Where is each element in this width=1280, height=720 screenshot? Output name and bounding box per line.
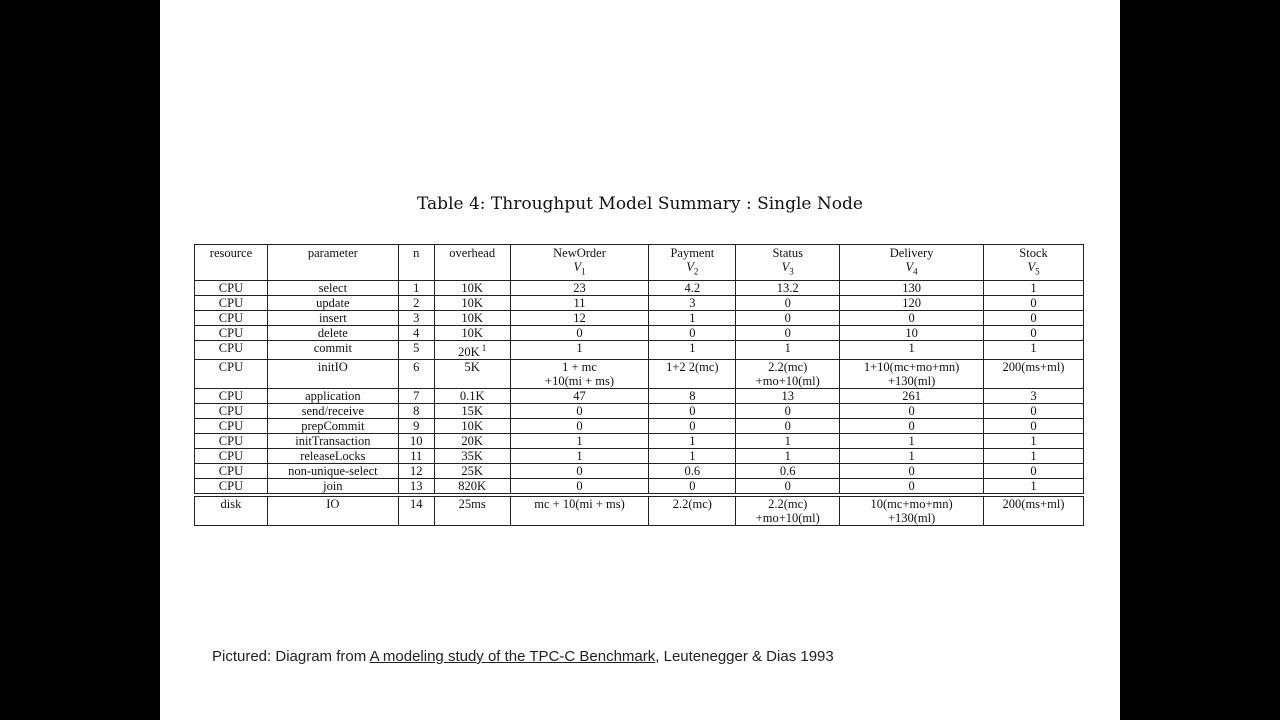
- header-col: Status $V_3$: [736, 245, 840, 281]
- cell-resource: CPU: [195, 388, 268, 403]
- table-row: [195, 310, 1084, 325]
- cell-value: 1: [984, 340, 1084, 359]
- cell-n: 9: [398, 418, 434, 433]
- cell-overhead: 0.1K: [434, 388, 510, 403]
- cell-value: 0: [510, 463, 649, 478]
- cell-overhead: 25K: [434, 463, 510, 478]
- cell-value: 1+2 2(mc): [649, 359, 736, 388]
- cell-resource: CPU: [195, 280, 268, 295]
- cell-resource: CPU: [195, 295, 268, 310]
- cell-value: 0: [649, 403, 736, 418]
- cell-n: 4: [398, 325, 434, 340]
- cell-value: 0: [984, 463, 1084, 478]
- cell-resource: CPU: [195, 418, 268, 433]
- table-row: [195, 403, 1084, 418]
- cell-parameter: non-unique-select: [267, 463, 398, 478]
- table-row: [195, 463, 1084, 478]
- cell-overhead: 25ms: [434, 496, 510, 525]
- cell-value: 1: [984, 280, 1084, 295]
- cell-overhead: 10K: [434, 295, 510, 310]
- table-row: [195, 295, 1084, 310]
- table-title: Table 4: Throughput Model Summary : Single Node: [417, 194, 863, 214]
- cell-parameter: insert: [267, 310, 398, 325]
- cell-overhead: 10K: [434, 310, 510, 325]
- cell-resource: CPU: [195, 433, 268, 448]
- cell-n: 5: [398, 340, 434, 359]
- table-row: [195, 478, 1084, 493]
- cell-value: 4.2: [649, 280, 736, 295]
- cell-value: 1: [840, 340, 984, 359]
- cell-value: 0: [736, 310, 840, 325]
- cell-resource: disk: [195, 496, 268, 525]
- cell-n: 10: [398, 433, 434, 448]
- cell-value: 0: [840, 418, 984, 433]
- cell-parameter: update: [267, 295, 398, 310]
- cell-value: 2.2(mc) +mo+10(ml): [736, 359, 840, 388]
- cell-value: 13.2: [736, 280, 840, 295]
- cell-value: 1: [649, 340, 736, 359]
- cell-overhead: 820K: [434, 478, 510, 493]
- cell-value: 1: [840, 448, 984, 463]
- cell-value: 0: [736, 403, 840, 418]
- cell-value: 0: [840, 463, 984, 478]
- cell-value: 1: [649, 310, 736, 325]
- header-col: Stock $V_5$: [984, 245, 1084, 281]
- cell-n: 6: [398, 359, 434, 388]
- header-overhead: overhead: [434, 245, 510, 281]
- caption-prefix: Pictured: Diagram from: [212, 648, 370, 665]
- cell-overhead: 10K: [434, 280, 510, 295]
- cell-value: 1: [649, 448, 736, 463]
- cell-value: 1: [510, 433, 649, 448]
- cell-parameter: send/receive: [267, 403, 398, 418]
- cell-value: 130: [840, 280, 984, 295]
- cell-parameter: commit: [267, 340, 398, 359]
- cell-value: 47: [510, 388, 649, 403]
- table-row: [195, 448, 1084, 463]
- cell-value: 1 + mc +10(mi + ms): [510, 359, 649, 388]
- table-row: [195, 280, 1084, 295]
- table-row: [195, 388, 1084, 403]
- cell-value: 0: [736, 295, 840, 310]
- cell-n: 14: [398, 496, 434, 525]
- cell-parameter: application: [267, 388, 398, 403]
- cell-parameter: select: [267, 280, 398, 295]
- paper-link[interactable]: A modeling study of the TPC-C Benchmark: [369, 648, 656, 665]
- header-col: Delivery $V_4$: [840, 245, 984, 281]
- cell-overhead: 5K: [434, 359, 510, 388]
- cell-value: 1: [984, 448, 1084, 463]
- cell-value: 3: [984, 388, 1084, 403]
- cell-overhead: 10K: [434, 325, 510, 340]
- cell-value: 0: [984, 403, 1084, 418]
- header-col: Payment $V_2$: [649, 245, 736, 281]
- cell-value: 0: [736, 325, 840, 340]
- cell-resource: CPU: [195, 340, 268, 359]
- cell-resource: CPU: [195, 463, 268, 478]
- cell-value: 0: [736, 418, 840, 433]
- cell-resource: CPU: [195, 310, 268, 325]
- cell-value: 200(ms+ml): [984, 496, 1084, 525]
- cell-resource: CPU: [195, 325, 268, 340]
- cell-overhead: 10K: [434, 418, 510, 433]
- cell-value: 13: [736, 388, 840, 403]
- cell-n: 13: [398, 478, 434, 493]
- cell-value: 0.6: [649, 463, 736, 478]
- throughput-table: [194, 244, 1084, 526]
- cell-resource: CPU: [195, 359, 268, 388]
- cell-value: 2.2(mc) +mo+10(ml): [736, 496, 840, 525]
- cell-value: 0: [984, 418, 1084, 433]
- table-row: [195, 359, 1084, 388]
- cell-resource: CPU: [195, 403, 268, 418]
- cell-n: 11: [398, 448, 434, 463]
- cell-value: 1: [984, 478, 1084, 493]
- cell-value: 1: [736, 340, 840, 359]
- cell-value: 0: [510, 478, 649, 493]
- cell-value: 0: [649, 418, 736, 433]
- cell-n: 1: [398, 280, 434, 295]
- cell-resource: CPU: [195, 478, 268, 493]
- cell-overhead: 15K: [434, 403, 510, 418]
- cell-overhead: 20K $^1$: [434, 340, 510, 359]
- cell-value: 0: [984, 310, 1084, 325]
- cell-value: 8: [649, 388, 736, 403]
- cell-n: 2: [398, 295, 434, 310]
- cell-parameter: delete: [267, 325, 398, 340]
- cell-value: 2.2(mc): [649, 496, 736, 525]
- table-row: [195, 418, 1084, 433]
- table-row: [195, 433, 1084, 448]
- cell-value: 12: [510, 310, 649, 325]
- cell-value: 1: [649, 433, 736, 448]
- header-n: n: [398, 245, 434, 281]
- cell-value: 1: [840, 433, 984, 448]
- cell-value: 0: [510, 403, 649, 418]
- header-parameter: parameter: [267, 245, 398, 281]
- table-header-row: [195, 245, 1084, 281]
- cell-value: 0: [840, 478, 984, 493]
- caption: [212, 648, 834, 665]
- header-resource: resource: [195, 245, 268, 281]
- cell-value: 1: [736, 433, 840, 448]
- table-row: [195, 496, 1084, 525]
- cell-parameter: initTransaction: [267, 433, 398, 448]
- cell-value: 0.6: [736, 463, 840, 478]
- cell-value: 0: [984, 295, 1084, 310]
- table-row: [195, 340, 1084, 359]
- cell-n: 3: [398, 310, 434, 325]
- cell-parameter: join: [267, 478, 398, 493]
- caption-suffix: , Leutenegger & Dias 1993: [655, 648, 834, 665]
- cell-value: 0: [840, 310, 984, 325]
- footnote-marker: 1: [481, 342, 487, 353]
- cell-value: 11: [510, 295, 649, 310]
- cell-n: 12: [398, 463, 434, 478]
- cell-value: 0: [510, 418, 649, 433]
- cell-value: 1: [510, 340, 649, 359]
- cell-overhead: 20K: [434, 433, 510, 448]
- cell-value: 200(ms+ml): [984, 359, 1084, 388]
- cell-n: 8: [398, 403, 434, 418]
- cell-value: 10(mc+mo+mn) +130(ml): [840, 496, 984, 525]
- cell-value: 1: [510, 448, 649, 463]
- cell-parameter: initIO: [267, 359, 398, 388]
- cell-value: 0: [649, 325, 736, 340]
- cell-value: 10: [840, 325, 984, 340]
- cell-value: 261: [840, 388, 984, 403]
- cell-n: 7: [398, 388, 434, 403]
- table-row: [195, 325, 1084, 340]
- cell-value: 0: [649, 478, 736, 493]
- cell-parameter: releaseLocks: [267, 448, 398, 463]
- cell-value: 1: [984, 433, 1084, 448]
- cell-value: 1+10(mc+mo+mn) +130(ml): [840, 359, 984, 388]
- cell-value: 120: [840, 295, 984, 310]
- cell-value: 0: [984, 325, 1084, 340]
- cell-value: mc + 10(mi + ms): [510, 496, 649, 525]
- cell-parameter: IO: [267, 496, 398, 525]
- cell-overhead: 35K: [434, 448, 510, 463]
- cell-value: 0: [840, 403, 984, 418]
- cell-value: 1: [736, 448, 840, 463]
- cell-parameter: prepCommit: [267, 418, 398, 433]
- slide: [160, 0, 1120, 720]
- cell-value: 3: [649, 295, 736, 310]
- cell-value: 0: [510, 325, 649, 340]
- header-col: NewOrder $V_1$: [510, 245, 649, 281]
- cell-value: 0: [736, 478, 840, 493]
- cell-resource: CPU: [195, 448, 268, 463]
- cell-value: 23: [510, 280, 649, 295]
